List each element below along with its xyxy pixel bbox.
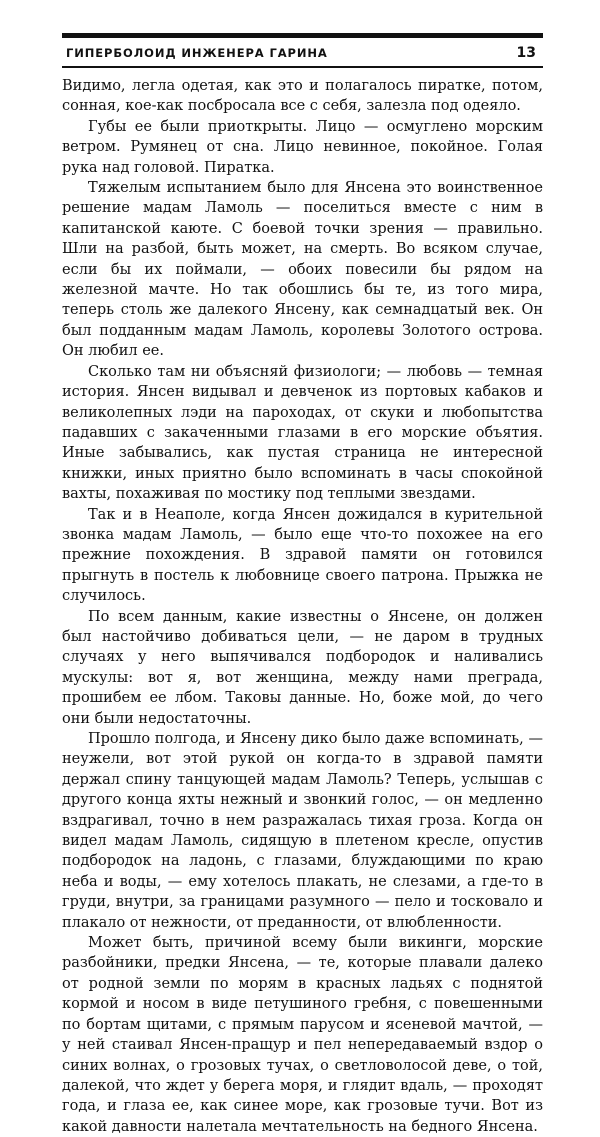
- paragraph: Губы ее были приоткрыты. Лицо — осмуглено морским ветром. Румянец от сна. Лицо невинное, покойное. Голая рука над головой. Пиратка.: [62, 118, 543, 176]
- page-number: 13: [516, 45, 536, 61]
- running-title: ГИПЕРБОЛОИД ИНЖЕНЕРА ГАРИНА: [66, 46, 328, 60]
- paragraph: Может быть, причиной всему были викинги, морские разбойники, предки Янсена, — те, которые плавали далеко от родной земли по морям в красных ладьях с поднятой кормой и носом в виде петушиного гребня, с повешенными по бортам щитами, с прямым парусом и ясеневой мачтой, — у ней стаивал Янсен-пращур и пел непередаваемый вздор о синих волнах, о грозовых тучах, о светловолосой деве, о той, далекой, что ждет у берега моря, и глядит вдаль, — проходят года, и глаза ее, как синее море, как грозовые тучи. Вот из какой давности налетала мечтательность на бедного Янсена.: [62, 935, 543, 1135]
- paragraph: Прошло полгода, и Янсену дико было даже вспоминать, — неужели, вот этой рукой он когда-то в здравой памяти держал спину танцующей мадам Ламоль? Теперь, услышав с другого конца яхты нежный и звонкий голос, — он медленно вздрагивал, точно в нем разражалась тихая гроза. Когда он видел мадам Ламоль, сидящую в плетеном кресле, опустив подбородок на ладонь, с глазами, блуждающими по краю неба и воды, — ему хотелось плакать, не слезами, а где-то в груди, внутри, за границами разумного — пело и тосковало и плакало от нежности, от преданности, от влюбленности.: [62, 731, 543, 931]
- running-header: [66, 46, 536, 64]
- paragraph: Тяжелым испытанием было для Янсена это воинственное решение мадам Ламоль — поселиться вместе с ним в капитанской каюте. С боевой точки зрения — правильно. Шли на разбой, быть может, на смерть. Во всяком случае, если бы их поймали, — обоих повесили бы рядом на железной мачте. Но так обошлись бы те, из того мира, теперь столь же далекого Янсену, как семнадцатый век. Он был подданным мадам Ламоль, королевы Золотого острова. Он любил ее.: [62, 180, 543, 360]
- paragraph: Видимо, легла одетая, как это и полагалось пиратке, потом, сонная, кое-как посбросала все с себя, залезла под одеяло.: [62, 78, 543, 115]
- header-rule-thin: [62, 66, 543, 68]
- paragraph: Так и в Неаполе, когда Янсен дожидался в курительной звонка мадам Ламоль, — было еще что-то похожее на его прежние похождения. В здравой памяти он готовился прыгнуть в постель к любовнице своего патрона. Прыжка не случилось.: [62, 506, 543, 605]
- header-rule-thick: [62, 33, 543, 38]
- body-text: [62, 76, 543, 1137]
- paragraph: По всем данным, какие известны о Янсене, он должен был настойчиво добиваться цели, — не даром в трудных случаях у него выпячивался подбородок и наливались мускулы: вот я, вот женщина, между нами преграда, прошибем ее лбом. Таковы данные. Но, боже мой, до чего они были недостаточны.: [62, 608, 543, 727]
- paragraph: Сколько там ни объясняй физиологи; — любовь — темная история. Янсен видывал и девченок из портовых кабаков и великолепных лэди на пароходах, от скуки и любопытства падавших с закаченными глазами в его морские объятия. Иные забывались, как пустая страница не интересной книжки, иных приятно было вспоминать в часы спокойной вахты, похаживая по мостику под теплыми звездами.: [62, 363, 543, 503]
